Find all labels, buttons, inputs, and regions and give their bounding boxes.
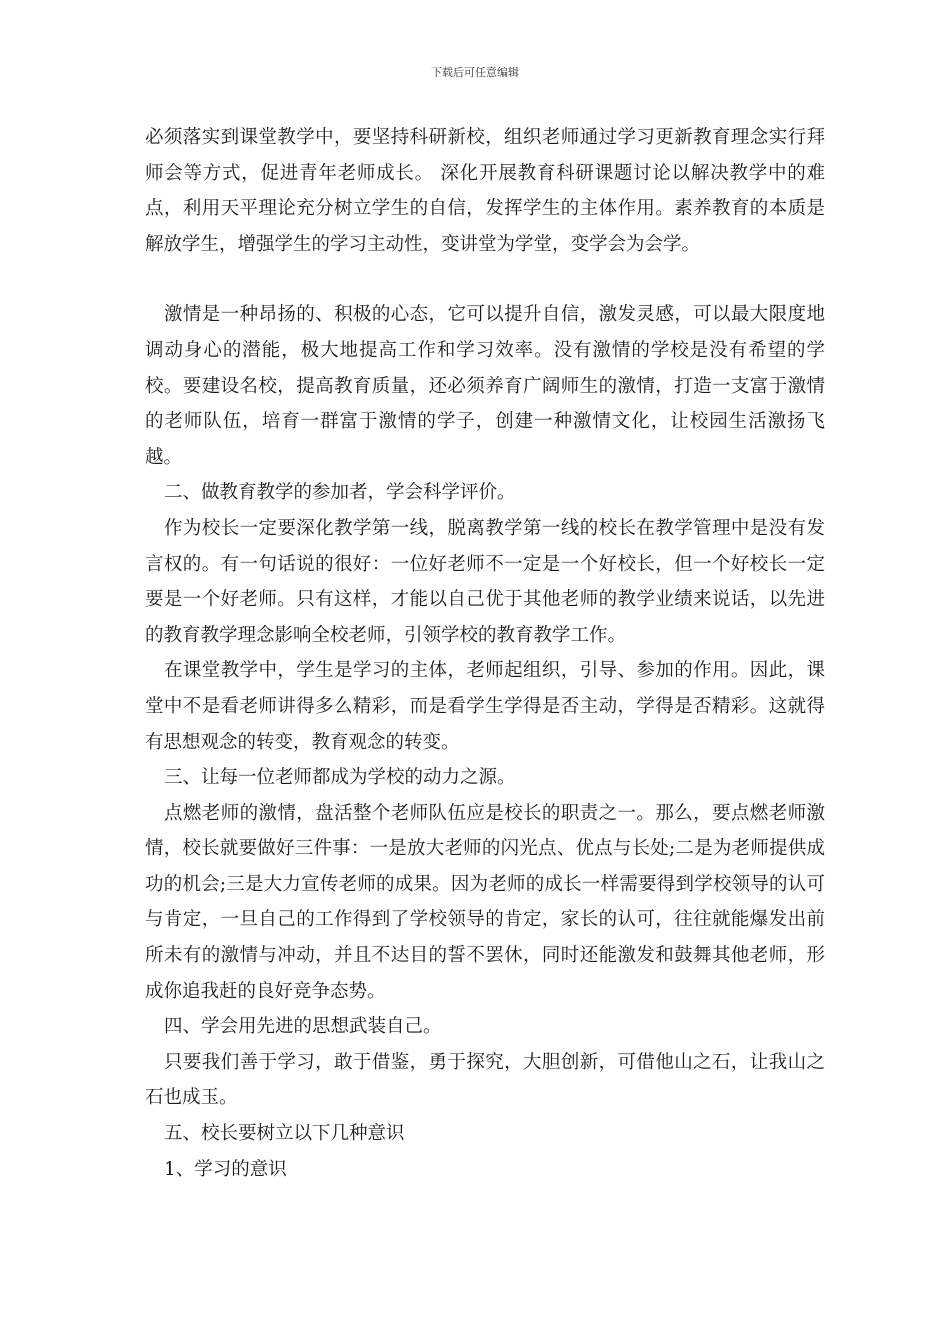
- paragraph-teaching-research: 必须落实到课堂教学中，要坚持科研新校，组织老师通过学习更新教育理念实行拜师会等方式，促进青年老师成长。 深化开展教育科研课题讨论以解决教学中的难点，利用天平理论充分树立学生的自信，发挥学生的主体作用。素养教育的本质是解放学生，增强学生的学习主动性，变讲堂为学堂，变学会为会学。: [145, 127, 825, 255]
- document-body: [145, 120, 825, 1187]
- page-header: 下载后可任意编辑: [431, 66, 519, 79]
- heading-section-four: 四、学会用先进的思想武装自己。: [164, 1016, 442, 1038]
- paragraph-frontline: 作为校长一定要深化教学第一线，脱离教学第一线的校长在教学管理中是没有发言权的。有一句话说的很好：一位好老师不一定是一个好校长，但一个好校长一定要是一个好老师。只有这样，才能以自己优于其他老师的教学业绩来说话，以先进的教育教学理念影响全校老师，引领学校的教育教学工作。: [145, 517, 825, 646]
- paragraph-classroom: 在课堂教学中，学生是学习的主体，老师起组织，引导、参加的作用。因此，课堂中不是看老师讲得多么精彩，而是看学生学得是否主动，学得是否精彩。这就得有思想观念的转变，教育观念的转变。: [145, 660, 825, 753]
- paragraph-ignite-teachers: 点燃老师的激情，盘活整个老师队伍应是校长的职责之一。那么，要点燃老师激情，校长就要做好三件事：一是放大老师的闪光点、优点与长处;二是为老师提供成功的机会;三是大力宣传老师的成果。因为老师的成长一样需要得到学校领导的认可与肯定，一旦自己的工作得到了学校领导的肯定，家长的认可，往往就能爆发出前所未有的激情与冲动，并且不达目的誓不罢休，同时还能激发和鼓舞其他老师，形成你追我赶的良好竞争态势。: [145, 802, 825, 1002]
- paragraph-learning: 只要我们善于学习，敢于借鉴，勇于探究，大胆创新，可借他山之石，让我山之石也成玉。: [145, 1051, 825, 1109]
- paragraph-passion: 激情是一种昂扬的、积极的心态，它可以提升自信，激发灵感，可以最大限度地调动身心的潜能，极大地提高工作和学习效率。没有激情的学校是没有希望的学校。要建设名校，提高教育质量，还必须养育广阔师生的激情，打造一支富于激情的老师队伍，培育一群富于激情的学子，创建一种激情文化，让校园生活激扬飞越。: [145, 304, 825, 468]
- paragraph-gap: [145, 262, 825, 297]
- list-item-learning-awareness: 1、学习的意识: [164, 1158, 287, 1180]
- heading-section-three: 三、让每一位老师都成为学校的动力之源。: [164, 767, 516, 789]
- heading-section-five: 五、校长要树立以下几种意识: [164, 1123, 405, 1145]
- heading-section-two: 二、做教育教学的参加者，学会科学评价。: [164, 482, 516, 504]
